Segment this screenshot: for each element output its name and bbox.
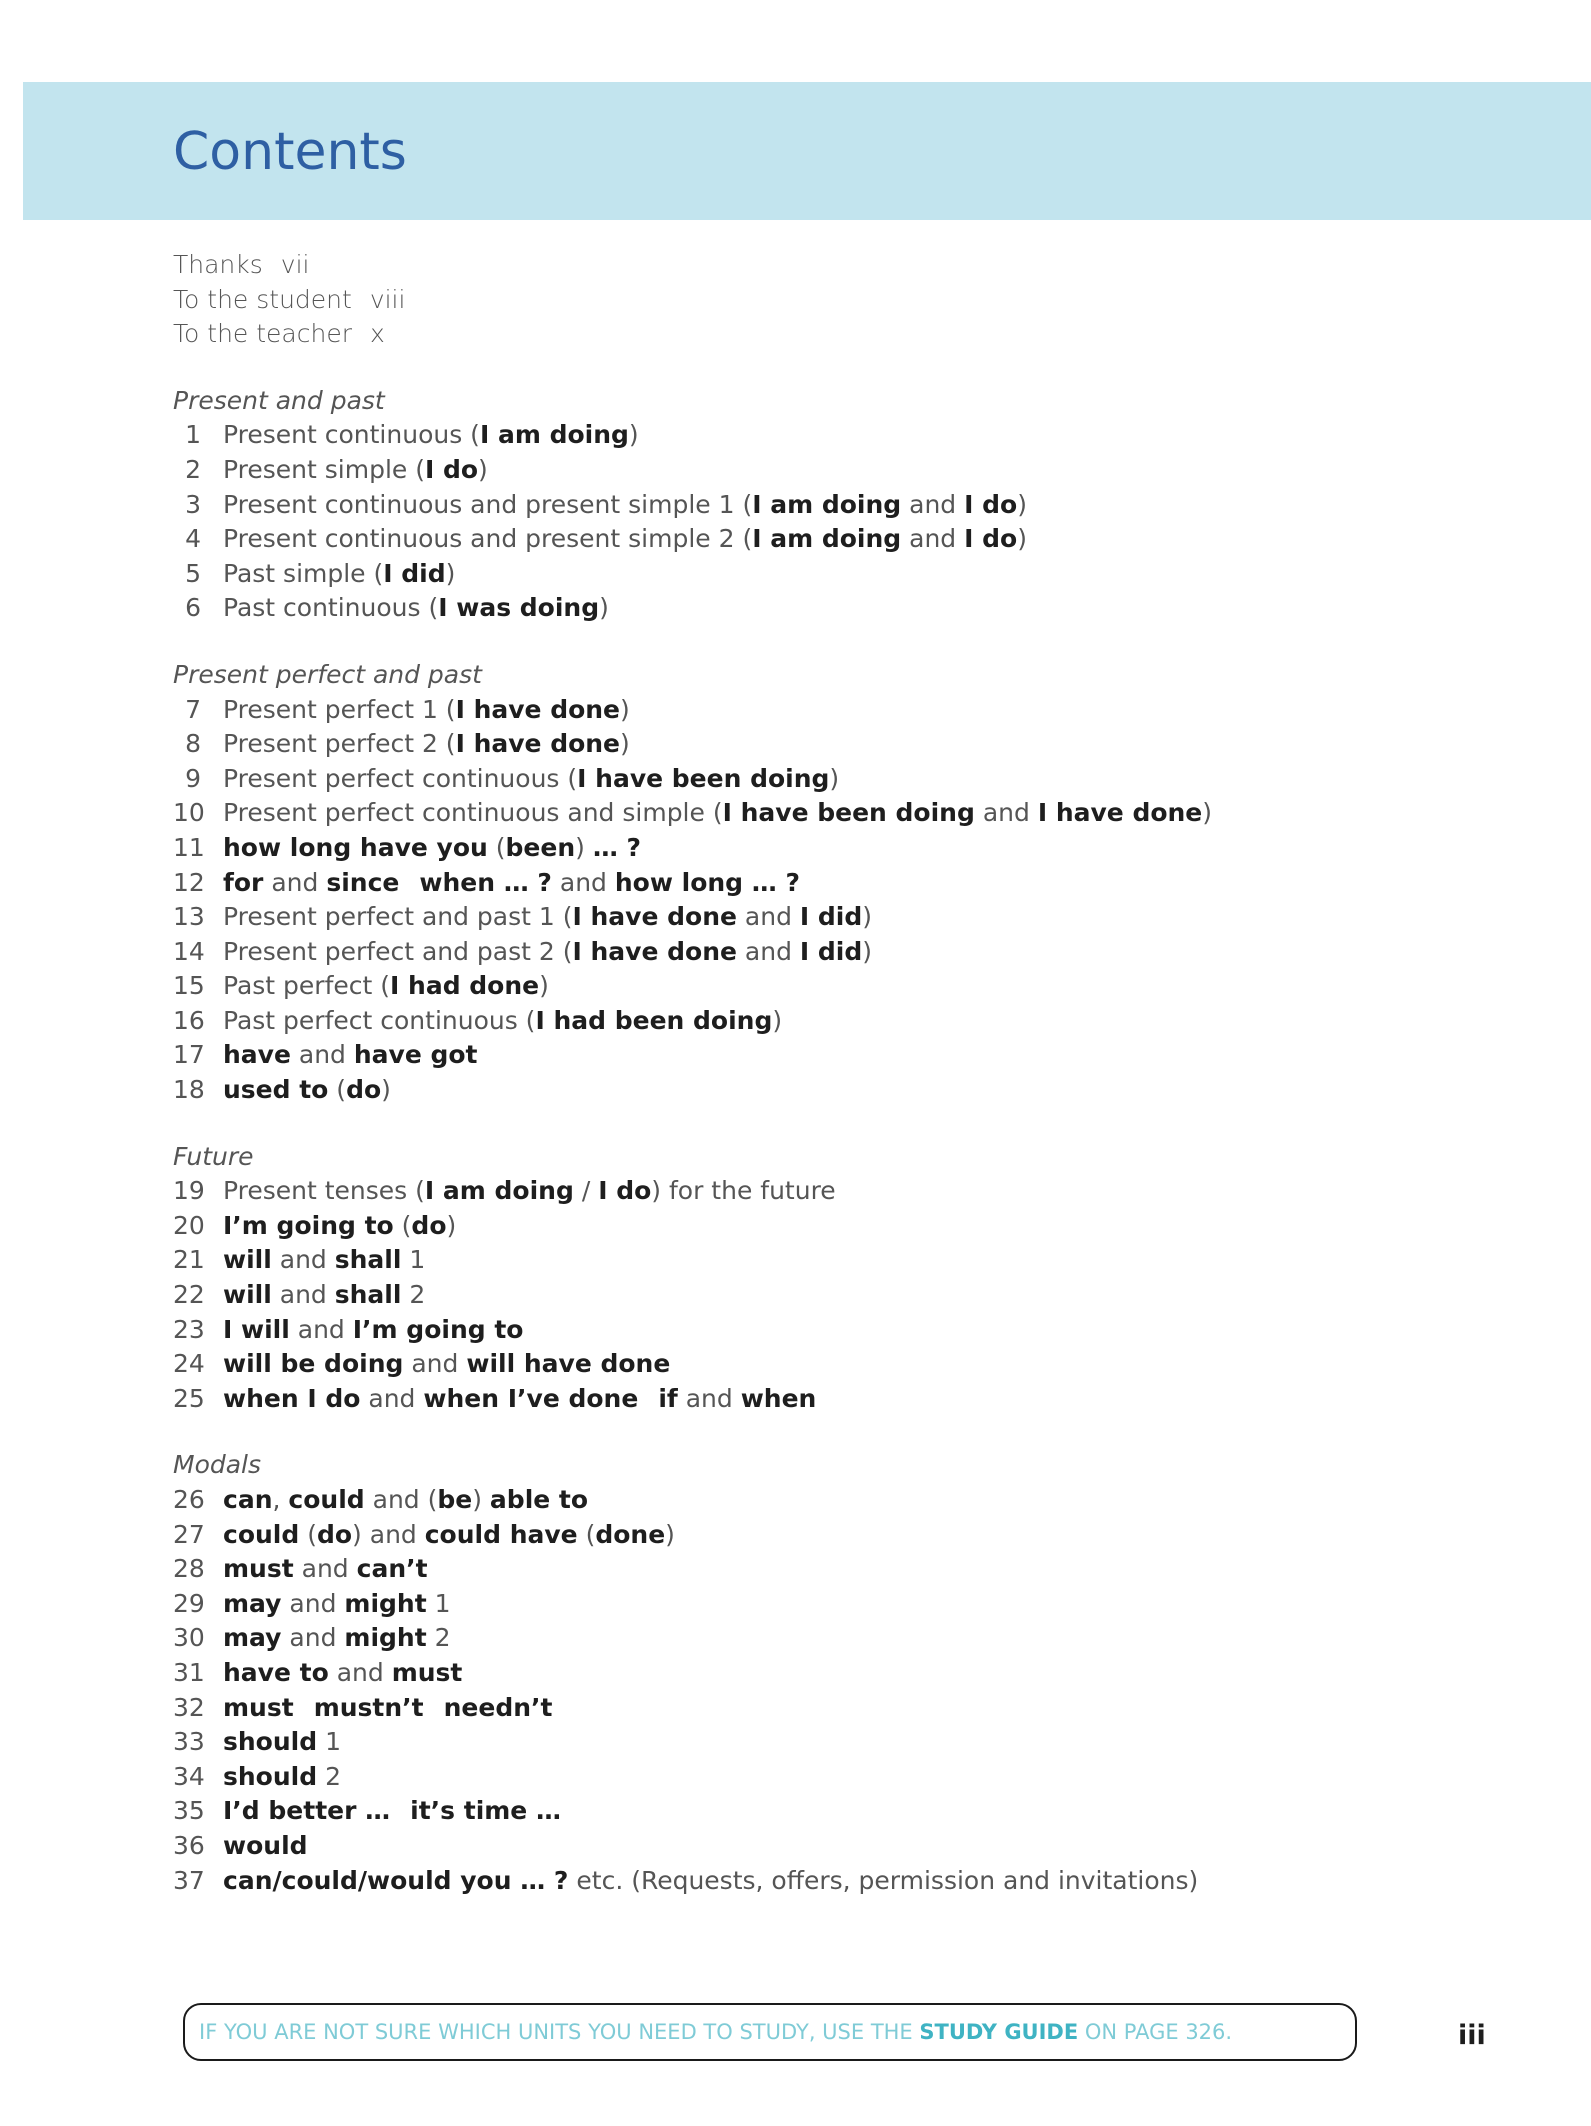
unit-entry[interactable] [173,1073,1423,1108]
grammar-form: when … ? [419,867,552,897]
unit-number: 28 [173,1554,205,1584]
unit-number: 29 [173,1588,205,1618]
unit-number: 32 [173,1692,205,1722]
unit-title [223,453,488,488]
unit-title-text: ) [1017,524,1027,554]
grammar-form: I do [424,454,479,484]
grammar-form: could [223,1519,300,1549]
unit-title-text: and [403,1349,467,1379]
unit-title-text: and [901,489,965,519]
intro-item-label: To the teacher [173,319,352,349]
unit-entry[interactable] [173,831,1423,866]
unit-number: 24 [173,1349,205,1379]
unit-number: 27 [173,1519,205,1549]
unit-title-text: ) [1017,489,1027,519]
intro-item-page: vii [280,250,310,279]
grammar-form: could [288,1485,365,1514]
unit-title-text: and [271,1280,335,1310]
unit-entry[interactable] [173,1483,1423,1518]
unit-title-text: ) [862,936,873,966]
unit-entry[interactable] [173,1174,1423,1209]
unit-title [223,1656,462,1691]
grammar-form: needn’t [443,1692,553,1722]
grammar-form: may [223,1588,282,1618]
unit-title [223,488,1027,523]
unit-entry[interactable] [173,1243,1423,1278]
unit-number: 20 [173,1210,205,1240]
unit-title-text: Past simple ( [223,558,384,588]
unit-entry[interactable] [173,418,1423,453]
unit-number: 4 [185,524,201,554]
unit-title-text: ) [628,420,639,450]
section-title: Present perfect and past [173,659,482,689]
grammar-form: I am doing [752,489,902,519]
unit-title [223,1038,478,1073]
section-title: Present and past [173,385,385,415]
unit-title-text: ) [599,593,609,623]
unit-title-text: etc. (Requests, offers, permission and invitations) [568,1865,1199,1895]
unit-number: 31 [173,1657,205,1687]
grammar-form: must [223,1692,294,1722]
grammar-form: for [223,867,264,897]
section-title: Future [173,1141,254,1171]
unit-entry[interactable] [173,935,1423,970]
grammar-form: when I do [223,1383,361,1413]
intro-item-label: Thanks [173,250,263,279]
unit-entry[interactable] [173,900,1423,935]
unit-entry[interactable] [173,1038,1423,1073]
grammar-form: how long … ? [614,867,800,897]
unit-title [223,1209,456,1244]
unit-title-text: , [272,1485,289,1514]
unit-title-text: ( [487,832,506,862]
unit-title-text: and [974,798,1038,828]
unit-title-text: ) and [352,1519,425,1549]
unit-title-text: and [290,1040,354,1070]
unit-title-text: and [263,867,327,897]
unit-entry[interactable] [173,1829,1423,1864]
unit-number: 34 [173,1761,205,1791]
unit-title [223,1621,451,1656]
unit-title-text: 2 [401,1280,426,1310]
grammar-form: have [223,1040,291,1070]
unit-entry[interactable] [173,762,1423,797]
unit-title-text: 1 [401,1245,426,1275]
unit-title [223,1243,425,1278]
unit-entry[interactable] [173,693,1423,728]
grammar-form: used to [223,1075,329,1105]
unit-entry[interactable] [173,1656,1423,1691]
contents-section [173,1140,1423,1417]
unit-title [223,1313,523,1348]
grammar-form: I did [383,558,446,588]
unit-entry[interactable] [173,1278,1423,1313]
unit-title [223,1760,341,1795]
unit-title-text: and ( [364,1485,438,1514]
grammar-form: have to [223,1657,329,1687]
intro-item-page: x [370,319,385,349]
unit-number: 9 [185,763,201,793]
grammar-form: if [658,1383,678,1413]
grammar-form: it’s time … [410,1796,561,1826]
unit-entry[interactable] [173,1864,1423,1899]
grammar-form: I’m going to [223,1210,394,1240]
unit-title [223,418,639,453]
unit-title [223,1483,588,1518]
unit-title-text: ) [862,902,873,932]
unit-title-text: and [551,867,615,897]
unit-title [223,1278,425,1313]
unit-title-text: ) [478,454,488,484]
study-guide-link[interactable]: STUDY GUIDE [919,2020,1079,2044]
unit-title-text: and [281,1588,345,1618]
grammar-form: I’m going to [352,1314,524,1344]
grammar-form: do [346,1075,382,1105]
unit-title [223,1073,391,1108]
unit-title-text: Past perfect ( [223,971,391,1001]
notice-text-before: IF YOU ARE NOT SURE WHICH UNITS YOU NEED TO STUDY, USE THE [199,2020,920,2044]
unit-title-text: Present continuous ( [223,420,480,450]
unit-title-text: and [271,1245,335,1275]
study-guide-notice [183,2003,1357,2061]
unit-entry[interactable] [173,866,1423,901]
unit-number: 23 [173,1314,205,1344]
contents-list [173,248,1423,1898]
grammar-form: will [223,1245,272,1275]
unit-title-text: Present continuous and present simple 1 ( [223,489,753,519]
grammar-form: I am doing [424,1176,574,1206]
unit-title [223,831,641,866]
intro-item[interactable] [173,283,1423,318]
unit-entry[interactable] [173,1313,1423,1348]
unit-number: 7 [185,694,201,724]
grammar-form: how long have you [223,832,488,862]
unit-title [223,1174,836,1209]
grammar-form: do [316,1519,353,1549]
unit-title-text: Past perfect continuous ( [223,1005,536,1035]
grammar-form: … ? [592,832,642,862]
intro-item-page: viii [369,284,406,314]
unit-title-text: / [573,1176,599,1206]
unit-entry[interactable] [173,1004,1423,1039]
unit-title-text: 1 [317,1727,341,1757]
unit-entry[interactable] [173,1552,1423,1587]
unit-entry[interactable] [173,1691,1423,1726]
grammar-form: may [223,1623,282,1653]
grammar-form: might [344,1623,427,1653]
unit-title [223,1004,782,1039]
unit-entry[interactable] [173,1518,1423,1553]
unit-entry[interactable] [173,453,1423,488]
unit-title [223,693,630,728]
unit-title [223,1725,341,1760]
unit-title [223,866,800,901]
unit-number: 15 [173,971,205,1001]
unit-number: 1 [185,420,201,450]
unit-title-text: ( [577,1519,596,1549]
unit-title-text: ) for the future [651,1176,836,1206]
grammar-form: I have done [1037,798,1203,828]
grammar-form: I have been doing [577,763,830,793]
contents-section [173,658,1423,1108]
unit-entry[interactable] [173,557,1423,592]
unit-title-text: Present perfect continuous and simple ( [223,798,723,828]
grammar-form: I do [598,1176,652,1206]
grammar-form: must [223,1554,294,1584]
unit-title-text: Present perfect 1 ( [223,694,456,724]
unit-title [223,1518,675,1553]
grammar-form: I have done [455,694,621,724]
unit-title [223,762,839,797]
grammar-form: will [223,1280,272,1310]
grammar-form: I have done [572,936,737,966]
unit-number: 17 [173,1040,205,1070]
unit-title [223,591,609,626]
unit-number: 8 [185,729,201,759]
unit-entry[interactable] [173,969,1423,1004]
grammar-form: mustn’t [313,1692,424,1722]
unit-title [223,557,455,592]
grammar-form: I’d better … [223,1796,391,1826]
grammar-form: I am doing [479,420,629,450]
grammar-form: when [740,1383,817,1413]
unit-entry[interactable] [173,1621,1423,1656]
unit-title-text: and [328,1657,392,1687]
grammar-form: can [223,1485,273,1514]
grammar-form: I have been doing [722,798,975,828]
grammar-form: I did [799,936,863,966]
unit-number: 19 [173,1176,205,1206]
notice-text-after: ON PAGE 326. [1078,2020,1233,2044]
grammar-form: done [595,1519,666,1549]
page-number: iii [1458,2020,1486,2051]
unit-title-text: and [901,524,965,554]
grammar-form: be [437,1485,473,1514]
unit-title-text: ( [299,1519,317,1549]
grammar-form: have got [353,1040,478,1070]
grammar-form: will have done [466,1349,671,1379]
unit-title-text: ( [328,1075,347,1105]
grammar-form: since [326,867,400,897]
unit-entry[interactable] [173,727,1423,762]
unit-entry[interactable] [173,1347,1423,1382]
unit-entry[interactable] [173,488,1423,523]
unit-title [223,1794,561,1829]
grammar-form: should [223,1727,318,1757]
unit-title [223,1829,308,1864]
contents-banner [23,82,1591,220]
unit-title-text: and [677,1383,741,1413]
unit-title [223,522,1027,557]
grammar-form: I did [799,902,863,932]
unit-number: 33 [173,1727,205,1757]
unit-title-text: ) [472,1485,490,1514]
unit-number: 36 [173,1830,205,1860]
grammar-form: I will [223,1314,290,1344]
unit-title [223,796,1212,831]
unit-number: 6 [185,593,201,623]
unit-title-text: and [736,902,800,932]
unit-number: 14 [173,936,205,966]
grammar-form: I am doing [752,524,902,554]
sections-list [173,384,1423,1898]
page-title: Contents [173,122,407,182]
unit-title-text: ) [620,729,630,759]
intro-item[interactable] [173,248,1423,283]
unit-entry[interactable] [173,1725,1423,1760]
unit-number: 25 [173,1383,205,1413]
grammar-form: I had been doing [535,1005,773,1035]
grammar-form: can’t [356,1554,428,1584]
grammar-form: shall [334,1280,402,1310]
unit-title-text: 1 [426,1588,451,1618]
unit-number: 26 [173,1485,205,1514]
unit-title-text: Present simple ( [223,454,425,484]
unit-title-text: 2 [317,1761,341,1791]
unit-number: 2 [185,454,201,484]
unit-number: 37 [173,1865,205,1895]
unit-title [223,1691,552,1726]
unit-title-text: ) [445,558,456,588]
unit-number: 18 [173,1075,205,1105]
contents-section [173,1448,1423,1898]
unit-title-text: and [281,1623,345,1653]
unit-number: 21 [173,1245,205,1275]
unit-number: 16 [173,1005,205,1035]
unit-title-text: and [360,1383,424,1413]
unit-title [223,935,872,970]
grammar-form: I do [964,489,1018,519]
unit-entry[interactable] [173,591,1423,626]
unit-title-text: ) [1202,798,1213,828]
intro-list [173,248,1423,352]
unit-title-text: Past continuous ( [223,593,439,623]
unit-number: 10 [173,798,205,828]
grammar-form: would [223,1830,308,1860]
unit-title-text: and [289,1314,353,1344]
unit-title-text: ) [381,1075,391,1105]
grammar-form: will be doing [223,1349,404,1379]
unit-title-text: 2 [426,1623,451,1653]
grammar-form: I have done [455,729,621,759]
unit-title-text: ( [393,1210,412,1240]
unit-number: 11 [173,832,205,862]
unit-title [223,727,630,762]
grammar-form: can/could/would you … ? [223,1865,569,1895]
unit-title [223,1864,1198,1899]
unit-entry[interactable] [173,1760,1423,1795]
unit-title-text: and [736,936,800,966]
unit-number: 3 [185,489,201,519]
unit-title-text: Present tenses ( [223,1176,425,1206]
unit-title-text: ) [446,1210,457,1240]
unit-title-text: Present continuous and present simple 2 ( [223,524,753,554]
unit-entry[interactable] [173,1382,1423,1417]
unit-title-text: ) [829,763,840,793]
unit-number: 13 [173,902,205,932]
unit-number: 5 [185,558,201,588]
unit-title [223,1382,816,1417]
unit-title [223,1552,428,1587]
unit-entry[interactable] [173,1794,1423,1829]
grammar-form: when I’ve done [423,1383,639,1413]
grammar-form: should [223,1761,318,1791]
unit-entry[interactable] [173,1587,1423,1622]
contents-section [173,384,1423,626]
unit-title [223,900,872,935]
unit-title [223,1587,451,1622]
unit-title-text: Present perfect continuous ( [223,763,578,793]
unit-title-text: Present perfect and past 1 ( [223,902,573,932]
grammar-form: I do [964,524,1018,554]
unit-entry[interactable] [173,796,1423,831]
grammar-form: I had done [390,971,540,1001]
grammar-form: shall [334,1245,402,1275]
intro-item-label: To the student [173,284,352,314]
grammar-form: must [391,1657,463,1687]
unit-entry[interactable] [173,1209,1423,1244]
grammar-form: could have [424,1519,578,1549]
unit-title-text: Present perfect and past 2 ( [223,936,573,966]
unit-number: 30 [173,1623,205,1653]
unit-number: 12 [173,867,205,897]
grammar-form: been [505,832,576,862]
unit-number: 35 [173,1796,205,1826]
unit-title-text: and [293,1554,357,1584]
unit-title-text: ) [665,1519,675,1549]
section-title: Modals [173,1450,262,1480]
unit-title [223,969,549,1004]
grammar-form: do [411,1210,447,1240]
unit-entry[interactable] [173,522,1423,557]
unit-number: 22 [173,1280,205,1310]
unit-title-text: Present perfect 2 ( [223,729,456,759]
grammar-form: I was doing [438,593,600,623]
grammar-form: able to [489,1485,589,1514]
unit-title-text: ) [772,1005,783,1035]
unit-title-text: ) [539,971,549,1001]
intro-item[interactable] [173,317,1423,352]
grammar-form: might [344,1588,427,1618]
unit-title [223,1347,670,1382]
unit-title-text: ) [575,832,593,862]
unit-title-text: ) [620,694,630,724]
grammar-form: I have done [572,902,737,932]
